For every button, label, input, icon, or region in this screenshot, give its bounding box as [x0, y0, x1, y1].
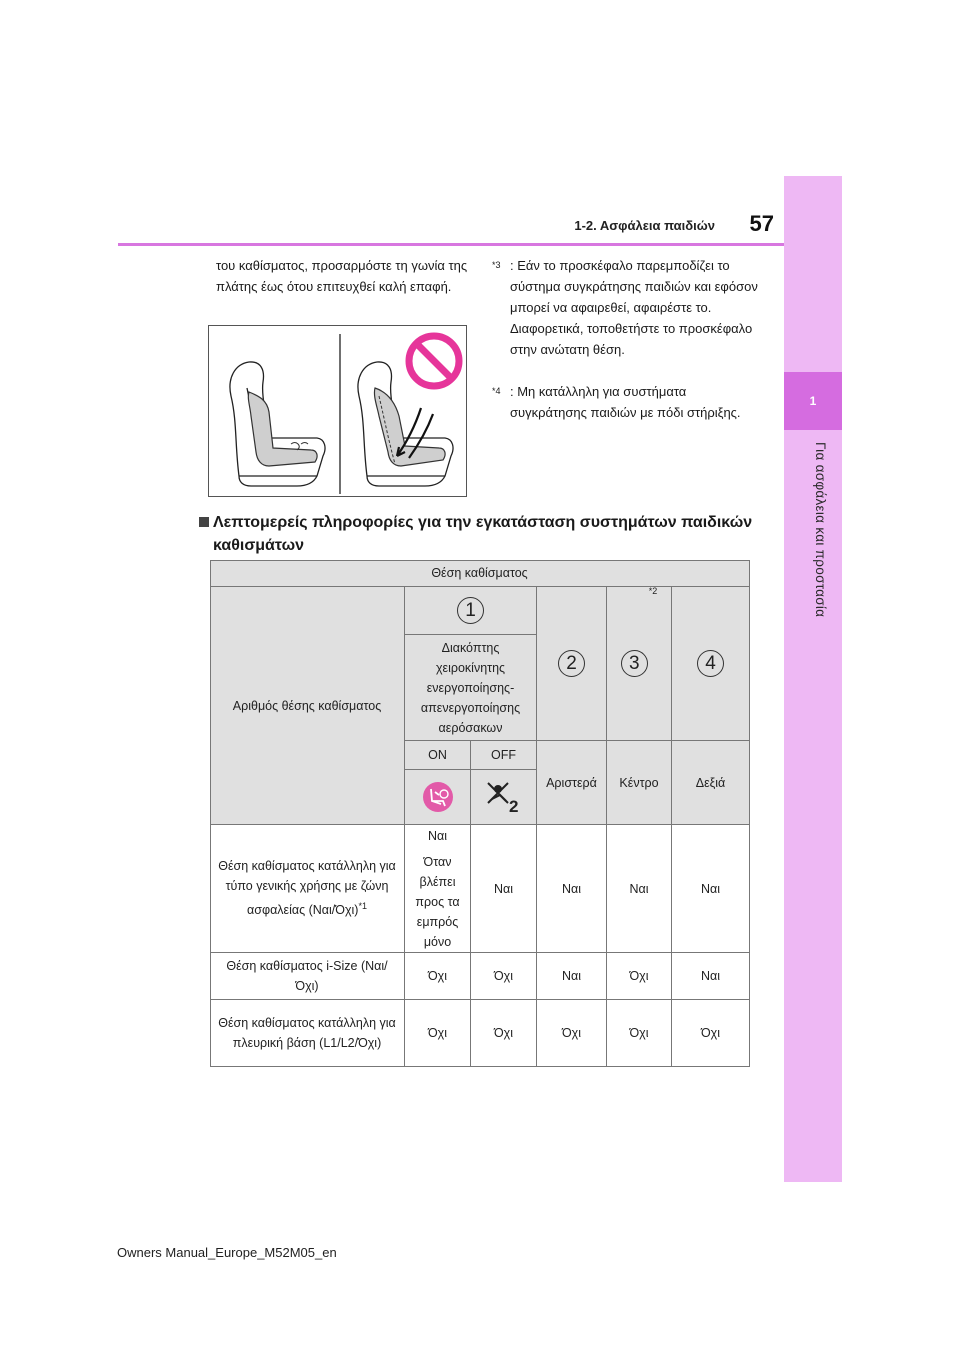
note-3: [492, 255, 762, 360]
seat-wrong-icon: [358, 362, 453, 486]
row-isize-seat2: Ναι: [537, 953, 607, 1000]
position-left-label: Αριστερά: [537, 741, 607, 825]
seat-4-cell: [672, 587, 750, 741]
intro-paragraph: του καθίσματος, προσαρμόστε τη γωνία της πλάτης έως ότου επιτευχθεί καλή επαφή.: [216, 258, 468, 294]
note-4-text: : Μη κατάλληλη για συστήματα συγκράτησης παιδιών με πόδι στήριξης.: [510, 384, 741, 420]
footer-doc-id: Owners Manual_Europe_M52M05_en: [117, 1245, 337, 1260]
seat-illustration-svg: [209, 326, 466, 496]
airbag-on-icon: [421, 780, 455, 814]
seat-3-number: 3: [621, 650, 648, 677]
section-subheading: [213, 511, 761, 557]
child-seat-wrong: [374, 388, 445, 466]
section-title: 1-2. Ασφάλεια παιδιών: [574, 218, 715, 233]
chapter-title: Για ασφάλεια και προστασία: [813, 442, 828, 618]
header-rule: [118, 243, 784, 246]
row-isize-seat4: Ναι: [672, 953, 750, 1000]
row-lateral-seat2: Όχι: [537, 1000, 607, 1067]
position-center-label: Κέντρο: [607, 741, 672, 825]
note-4-marker: *4: [492, 386, 501, 396]
seat-2-cell: [537, 587, 607, 741]
seat-recline-illustration: [208, 325, 467, 497]
note-4: [492, 381, 762, 423]
row-universal-off: Ναι: [471, 825, 537, 953]
switch-off-label: OFF: [471, 741, 537, 770]
note-3-text: : Εάν το προσκέφαλο παρεμποδίζει το σύστημα συγκράτησης παιδιών και εφόσον μπορεί να αφαιρεθεί, αφαιρέστε το. Διαφορετικά, τοποθετήστε το προσκέφαλο στην ανώτατη θέση.: [510, 258, 758, 357]
seat-4-number: 4: [697, 650, 724, 677]
row-universal-seat2: Ναι: [537, 825, 607, 953]
airbag-off-icon: [484, 779, 524, 815]
airbag-switch-label: Διακόπτης χειροκίνητης ενεργοποίησης-απενεργοποίησης αερόσακων: [405, 635, 537, 741]
row-isize-seat3: Όχι: [607, 953, 672, 1000]
row-lateral-seat3: Όχι: [607, 1000, 672, 1067]
chapter-number: 1: [809, 394, 817, 408]
row-isize-label: Θέση καθίσματος i-Size (Ναι/Όχι): [210, 953, 405, 1000]
svg-text:2: 2: [508, 797, 518, 815]
child-seat-correct: [248, 392, 317, 466]
row-universal-text: Θέση καθίσματος κατάλληλη για τύπο γενικής χρήσης με ζώνη ασφαλείας (Ναι/Όχι): [218, 859, 396, 918]
row-universal-note-marker: *1: [358, 901, 367, 912]
row-lateral-seat4: Όχι: [672, 1000, 750, 1067]
row-universal-seat4: Ναι: [672, 825, 750, 953]
chapter-side-tab: [784, 176, 842, 1182]
table-title-cell: Θέση καθίσματος: [210, 560, 750, 587]
bullet-square-icon: [199, 517, 209, 527]
position-right-label: Δεξιά: [672, 741, 750, 825]
seat-position-table: [210, 560, 750, 1067]
seat-2-number: 2: [558, 650, 585, 677]
row-header-seat-number: Αριθμός θέσης καθίσματος: [210, 587, 405, 825]
prohibition-icon: [409, 336, 459, 386]
seat-1-number: 1: [457, 597, 484, 624]
row-universal-on: [405, 825, 471, 953]
seat-correct-icon: [230, 362, 325, 486]
row-isize-off: Όχι: [471, 953, 537, 1000]
row-lateral-on: Όχι: [405, 1000, 471, 1067]
seat-3-cell: [607, 587, 672, 741]
seat-1-cell: [405, 587, 537, 635]
subheading-text: Λεπτομερείς πληροφορίες για την εγκατάσταση συστημάτων παιδικών καθισμάτων: [213, 514, 753, 554]
note-3-marker: *3: [492, 260, 501, 270]
page-number: 57: [749, 211, 774, 236]
row-universal-label: [210, 825, 405, 953]
row-universal-on-top: Ναι: [427, 828, 448, 843]
airbag-off-icon-cell: [471, 770, 537, 825]
row-universal-seat3: Ναι: [607, 825, 672, 953]
row-isize-on: Όχι: [405, 953, 471, 1000]
row-lateral-label: Θέση καθίσματος κατάλληλη για πλευρική βάση (L1/L2/Όχι): [210, 1000, 405, 1067]
airbag-on-icon-cell: [405, 770, 471, 825]
switch-on-label: ON: [405, 741, 471, 770]
row-lateral-off: Όχι: [471, 1000, 537, 1067]
row-universal-on-bottom: Όταν βλέπει προς τα εμπρός μόνο: [415, 854, 460, 949]
seat-3-note-marker: *2: [648, 586, 658, 596]
